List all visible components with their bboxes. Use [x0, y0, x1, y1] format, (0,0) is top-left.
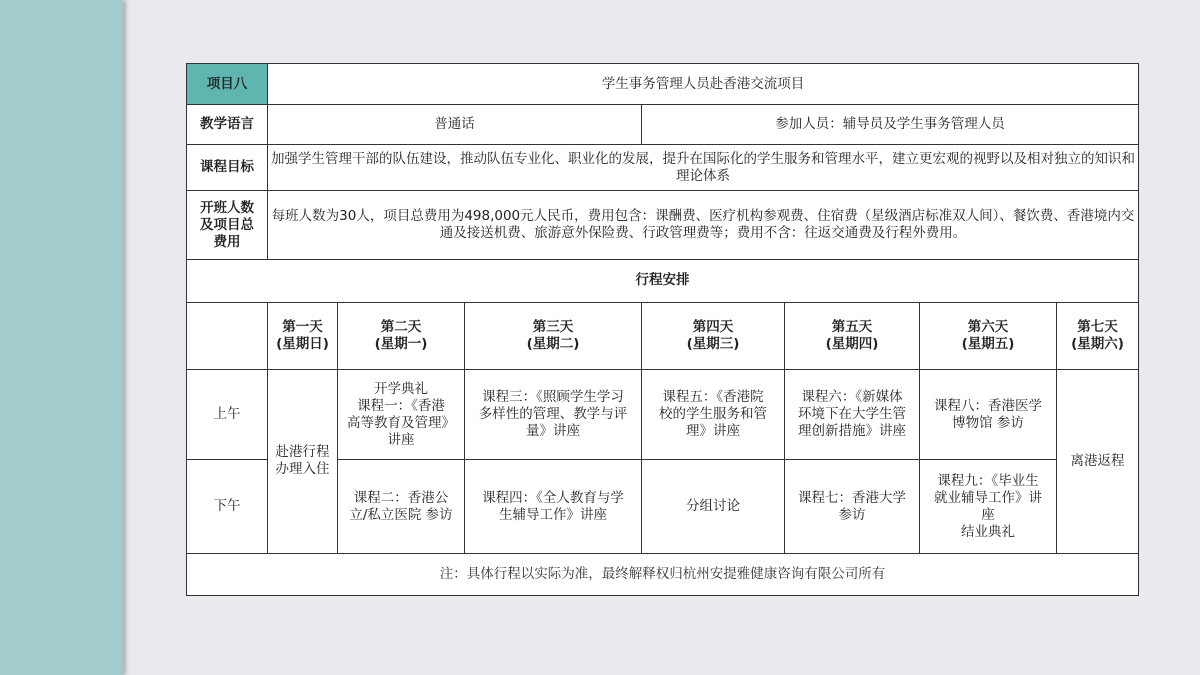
morning-day4 — [642, 370, 785, 460]
day-weekday: (星期六) — [1071, 335, 1124, 352]
day-weekday: (星期四) — [825, 335, 879, 352]
cell-line: 量》讲座 — [526, 423, 580, 440]
afternoon-day2 — [338, 460, 465, 553]
cell-line: 课程六：《新媒体 — [801, 389, 903, 406]
afternoon-label: 下午 — [187, 460, 268, 553]
afternoon-day5 — [785, 460, 920, 553]
morning-day6 — [920, 370, 1057, 460]
project-title: 学生事务管理人员赴香港交流项目 — [268, 64, 1139, 105]
schedule-title: 行程安排 — [187, 259, 1139, 302]
day-header — [642, 302, 785, 369]
day-weekday: (星期二) — [526, 335, 580, 352]
enrollment-text: 每班人数为30人，项目总费用为498,000元人民币，费用包含：课酬费、医疗机构参观费、住宿费（星级酒店标准双人间）、餐饮费、香港境内交通及接送机费、旅游意外保险费、行政管理费等；费用不含：往返交通费及行程外费用。 — [268, 191, 1139, 259]
day-header — [338, 302, 465, 369]
cell-line: 多样性的管理、教学与评 — [478, 406, 628, 423]
day7-cell: 离港返程 — [1057, 370, 1139, 554]
cell-line: 高等教育及管理》 — [347, 414, 455, 431]
morning-label: 上午 — [187, 370, 268, 460]
day1-line: 赴港行程 — [275, 444, 330, 461]
cell-line: 座 — [981, 506, 995, 523]
day-name: 第二天 — [380, 318, 422, 335]
day-name: 第三天 — [532, 318, 574, 335]
cell-line: 结业典礼 — [961, 523, 1015, 540]
enrollment-label — [187, 191, 268, 259]
afternoon-day3 — [465, 460, 642, 553]
day-header — [1057, 302, 1139, 369]
cell-line: 理创新措施》讲座 — [798, 423, 906, 440]
day-header — [465, 302, 642, 369]
language-value: 普通话 — [268, 105, 642, 145]
cell-line: 课程二：香港公 — [353, 489, 449, 506]
morning-day3 — [465, 370, 642, 460]
cell-line: 就业辅导工作》讲 — [934, 489, 1042, 506]
day-name: 第七天 — [1077, 318, 1118, 335]
cell-line: 生辅导工作》讲座 — [499, 506, 607, 523]
cell-line: 课程九：《毕业生 — [937, 472, 1039, 489]
cell-line: 分组讨论 — [686, 498, 740, 515]
day1-line: 办理入住 — [275, 461, 330, 478]
enrollment-label-line: 及项目总 — [200, 216, 254, 233]
enrollment-label-line: 费用 — [213, 233, 241, 250]
day-weekday: (星期三) — [686, 335, 740, 352]
participants: 参加人员：辅导员及学生事务管理人员 — [642, 105, 1139, 145]
day-weekday: (星期日) — [276, 335, 329, 352]
afternoon-day6 — [920, 460, 1057, 553]
cell-line: 课程三：《照顾学生学习 — [482, 389, 624, 406]
cell-line: 博物馆 参访 — [952, 414, 1024, 431]
cell-line: 环境下在大学生管 — [798, 406, 906, 423]
day-header — [920, 302, 1057, 369]
language-label: 教学语言 — [187, 105, 268, 145]
day-header — [785, 302, 920, 369]
cell-line: 讲座 — [387, 431, 415, 448]
cell-line: 课程七：香港大学 — [798, 489, 906, 506]
cell-line: 课程四：《全人教育与学 — [482, 489, 624, 506]
project-label: 项目八 — [187, 64, 268, 105]
day-weekday: (星期五) — [961, 335, 1015, 352]
side-band — [0, 0, 123, 675]
cell-line: 校的学生服务和管 — [659, 406, 767, 423]
afternoon-day4 — [642, 460, 785, 553]
day-weekday: (星期一) — [374, 335, 428, 352]
day-header — [268, 302, 338, 369]
goal-label: 课程目标 — [187, 145, 268, 191]
morning-day5 — [785, 370, 920, 460]
footnote: 注：具体行程以实际为准，最终解释权归杭州安提雅健康咨询有限公司所有 — [187, 553, 1139, 595]
project-table — [186, 63, 1139, 596]
cell-line: 理》讲座 — [686, 423, 740, 440]
cell-line: 立/私立医院 参访 — [349, 506, 453, 523]
cell-line: 开学典礼 — [374, 380, 428, 397]
cell-line: 参访 — [838, 506, 866, 523]
enrollment-label-line: 开班人数 — [200, 199, 254, 216]
goal-text: 加强学生管理干部的队伍建设，推动队伍专业化、职业化的发展，提升在国际化的学生服务和管理水平，建立更宏观的视野以及相对独立的知识和理论体系 — [268, 145, 1139, 191]
cell-line: 课程八：香港医学 — [934, 397, 1042, 414]
corner-cell — [187, 302, 268, 369]
day-name: 第四天 — [692, 318, 734, 335]
cell-line: 课程一：《香港 — [357, 397, 445, 414]
morning-day2 — [338, 370, 465, 460]
day-name: 第五天 — [831, 318, 873, 335]
cell-line: 课程五：《香港院 — [662, 389, 764, 406]
day-name: 第六天 — [967, 318, 1009, 335]
day-name: 第一天 — [282, 318, 323, 335]
day1-cell — [268, 370, 338, 554]
